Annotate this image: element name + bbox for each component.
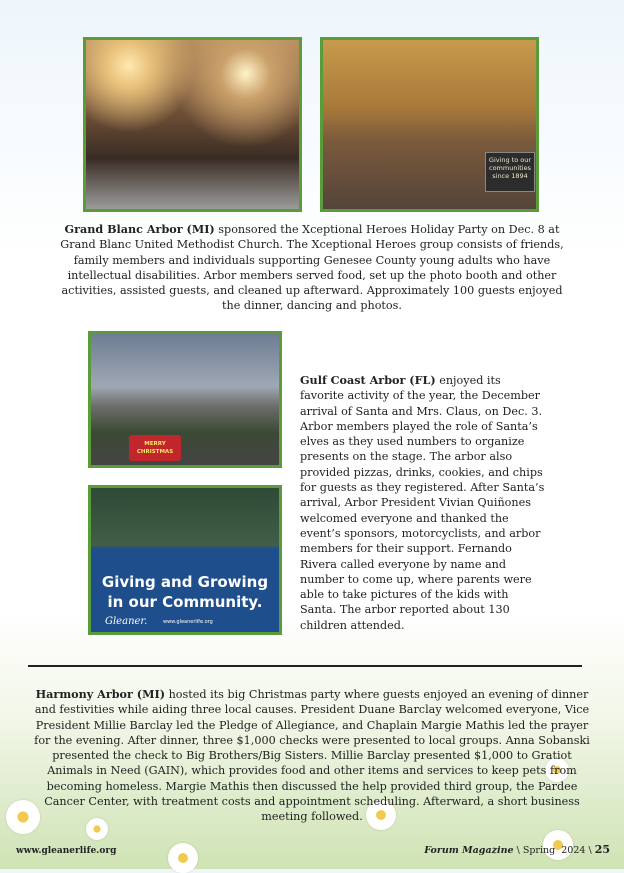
footer-separator: \ <box>516 845 520 856</box>
caption-gulf-coast <box>300 373 548 633</box>
section-divider <box>28 665 582 667</box>
footer-separator: \ <box>588 845 592 856</box>
photo-gulf-coast-banner <box>88 485 282 635</box>
caption-body: sponsored the Xceptional Heroes Holiday Party on Dec. 8 at Grand Blanc United Methodist Church. The Xceptional Heroes group consists of friends, family members and individuals supporting Genesee County young adults who have intellectual disabilities. Arbor members served food, set up the photo booth and other activities, assisted guests, and cleaned up afterward. Approximately 100 guests enjoyed the dinner, dancing and photos. <box>60 223 564 313</box>
easel-sign: Giving to our communities since 1894 <box>485 152 535 192</box>
banner-line1: Giving and Growing <box>101 573 269 591</box>
page-number: 25 <box>594 843 610 856</box>
caption-body: hosted its big Christmas party where guests enjoyed an evening of dinner and festivities while aiding three local causes. President Duane Barclay welcomed everyone, Vice President Millie Barclay led the Pledge of Allegiance, and Chaplain Margie Mathis led the prayer for the evening. After dinner, three $1,000 checks were presented to local groups. Anna Sobanski presented the check to Big Brothers/Big Sisters. Millie Barclay presented $1,000 to Gratiot Animals in Need (GAIN), which provides food and other items and services to keep pets from becoming homeless. Margie Mathis then discussed the help provided third group, the Pardee Cancer Center, with treatment costs and appointment scheduling. Afterward, a short business meeting followed. <box>34 688 590 824</box>
banner-line2: in our Community. <box>107 593 263 611</box>
magazine-name: Forum Magazine <box>424 845 514 856</box>
caption-harmony <box>28 687 596 825</box>
photo-grand-blanc-party <box>83 37 302 212</box>
photo-grand-blanc-guests <box>320 37 539 212</box>
gleaner-logo: Gleaner. <box>105 616 148 627</box>
caption-lead: Grand Blanc Arbor (MI) <box>64 222 215 236</box>
caption-body: enjoyed its favorite activity of the year, the December arrival of Santa and Mrs. Claus, on Dec. 3. Arbor members played the role of Santa’s elves as they used numbers to organize presents on the stage. The arbor also provided pizzas, drinks, cookies, and chips for guests as they registered. After Santa’s arrival, Arbor President Vivian Quiñones welcomed everyone and thanked the event’s sponsors, motorcyclists, and arbor members for their support. Fernando Rivera called everyone by name and number to come up, where parents were able to take pictures of the kids with Santa. The arbor reported about 130 children attended. <box>300 374 545 632</box>
caption-lead: Harmony Arbor (MI) <box>35 687 166 701</box>
footer-issue-info <box>424 843 610 856</box>
footer-url-link[interactable]: www.gleanerlife.org <box>16 846 117 856</box>
merry-christmas-sign: MERRY CHRISTMAS <box>129 435 181 461</box>
caption-grand-blanc <box>58 222 566 314</box>
issue-date: Spring 2024 <box>522 845 586 856</box>
photo-gulf-coast-santa <box>88 331 282 468</box>
caption-lead: Gulf Coast Arbor (FL) <box>300 373 436 387</box>
banner-text <box>91 572 279 612</box>
banner-url: www.gleanerlife.org <box>163 619 213 625</box>
